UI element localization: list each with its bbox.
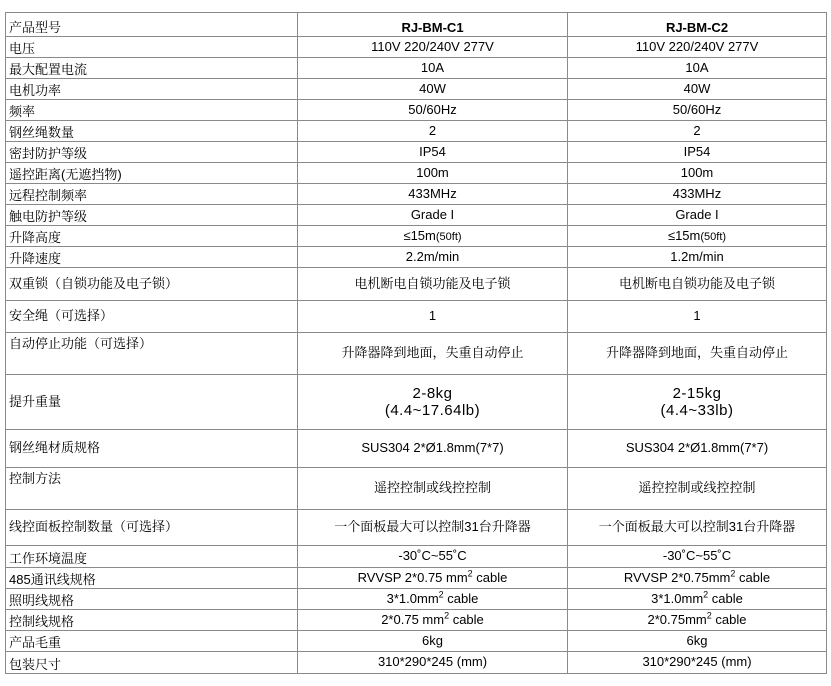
remote-range-value-1: 100m <box>298 163 568 184</box>
row-label-lift-speed: 升降速度 <box>6 247 298 268</box>
table-row <box>6 510 827 546</box>
model-1-heading: RJ-BM-C1 <box>298 13 568 37</box>
superscript-2: 2 <box>438 589 444 600</box>
superscript-2: 2 <box>706 610 712 621</box>
table-row <box>6 375 827 430</box>
gross-weight-value-1: 6kg <box>298 631 568 652</box>
row-label-control-cable: 控制线规格 <box>6 610 298 631</box>
light-cable-value-1 <box>298 589 568 610</box>
table-row <box>6 184 827 205</box>
max-current-value-2: 10A <box>568 58 827 79</box>
row-label-lift-height: 升降高度 <box>6 226 298 247</box>
lift-weight-range-2: 2-15kg <box>672 384 722 402</box>
lift-weight-lb-1: (4.4~17.64lb) <box>384 402 481 419</box>
table-row <box>6 468 827 510</box>
row-label-motor-power: 电机功率 <box>6 79 298 100</box>
cable-485-suffix-1: cable <box>472 569 508 585</box>
control-cable-value-2 <box>568 610 827 631</box>
double-lock-value-2: 电机断电自锁功能及电子锁 <box>568 268 827 301</box>
shock-grade-value-1: Grade I <box>298 205 568 226</box>
lift-weight-value-1 <box>298 375 568 430</box>
package-size-value-2: 310*290*245 (mm) <box>568 652 827 674</box>
row-label-remote-range: 遥控距离(无遮挡物) <box>6 163 298 184</box>
header-row <box>6 13 827 37</box>
motor-power-value-2: 40W <box>568 79 827 100</box>
lift-weight-range-1: 2-8kg <box>412 384 453 402</box>
cable-485-value-1 <box>298 568 568 589</box>
rope-count-value-1: 2 <box>298 121 568 142</box>
remote-frequency-value-1: 433MHz <box>298 184 568 205</box>
table-row <box>6 142 827 163</box>
superscript-2: 2 <box>730 568 736 579</box>
remote-frequency-value-2: 433MHz <box>568 184 827 205</box>
row-label-panel-count: 线控面板控制数量（可选择） <box>6 510 298 546</box>
rope-spec-value-2: SUS304 2*Ø1.8mm(7*7) <box>568 430 827 468</box>
rope-count-value-2: 2 <box>568 121 827 142</box>
row-label-shock-grade: 触电防护等级 <box>6 205 298 226</box>
control-cable-suffix-1: cable <box>449 611 484 627</box>
lift-weight-lb-2: (4.4~33lb) <box>660 402 734 419</box>
motor-power-value-1: 40W <box>298 79 568 100</box>
lift-height-value-2 <box>568 226 827 247</box>
row-label-auto-stop: 自动停止功能（可选择） <box>6 333 298 375</box>
table-row <box>6 226 827 247</box>
row-label-remote-frequency: 远程控制频率 <box>6 184 298 205</box>
table-row <box>6 430 827 468</box>
table-row <box>6 301 827 333</box>
table-row <box>6 268 827 301</box>
light-cable-size-1: 3*1.0mm <box>386 590 439 606</box>
cable-485-size-2: RVVSP 2*0.75mm <box>623 569 731 585</box>
table-row <box>6 37 827 58</box>
row-label-safety-rope: 安全绳（可选择） <box>6 301 298 333</box>
light-cable-size-2: 3*1.0mm <box>651 590 704 606</box>
env-temp-value-2: -30˚C~55˚C <box>568 546 827 568</box>
remote-range-value-2: 100m <box>568 163 827 184</box>
max-current-value-1: 10A <box>298 58 568 79</box>
light-cable-suffix-1: cable <box>443 590 479 606</box>
panel-count-value-2: 一个面板最大可以控制31台升降器 <box>568 510 827 546</box>
double-lock-value-1: 电机断电自锁功能及电子锁 <box>298 268 568 301</box>
row-label-control: 控制方法 <box>6 468 298 510</box>
safety-rope-value-1: 1 <box>298 301 568 333</box>
superscript-2: 2 <box>444 610 450 621</box>
table-row <box>6 568 827 589</box>
lift-height-ft-2: (50ft) <box>700 230 727 243</box>
lift-speed-value-2: 1.2m/min <box>568 247 827 268</box>
table-row <box>6 163 827 184</box>
table-row <box>6 247 827 268</box>
table-row <box>6 58 827 79</box>
spec-table <box>5 12 827 674</box>
control-cable-suffix-2: cable <box>711 611 747 627</box>
auto-stop-value-2: 升降器降到地面，失重自动停止 <box>568 333 827 375</box>
table-row <box>6 333 827 375</box>
table-row <box>6 205 827 226</box>
row-label-env-temp: 工作环境温度 <box>6 546 298 568</box>
row-label-ip-rating: 密封防护等级 <box>6 142 298 163</box>
rope-spec-value-1: SUS304 2*Ø1.8mm(7*7) <box>298 430 568 468</box>
control-cable-size-1: 2*0.75 mm <box>381 611 445 627</box>
row-label-max-current: 最大配置电流 <box>6 58 298 79</box>
gross-weight-value-2: 6kg <box>568 631 827 652</box>
row-label-lift-weight: 提升重量 <box>6 375 298 430</box>
ip-rating-value-1: IP54 <box>298 142 568 163</box>
table-row <box>6 546 827 568</box>
lift-height-main-1: ≤15m <box>403 227 436 243</box>
row-label-cable-485: 485通讯线规格 <box>6 568 298 589</box>
package-size-value-1: 310*290*245 (mm) <box>298 652 568 674</box>
lift-speed-value-1: 2.2m/min <box>298 247 568 268</box>
table-row <box>6 100 827 121</box>
row-label-rope-count: 钢丝绳数量 <box>6 121 298 142</box>
model-2-heading: RJ-BM-C2 <box>568 13 827 37</box>
table-row <box>6 121 827 142</box>
control-value-2: 遥控控制或线控控制 <box>568 468 827 510</box>
row-label-rope-spec: 钢丝绳材质规格 <box>6 430 298 468</box>
light-cable-value-2 <box>568 589 827 610</box>
ip-rating-value-2: IP54 <box>568 142 827 163</box>
table-row <box>6 79 827 100</box>
table-row <box>6 589 827 610</box>
env-temp-value-1: -30˚C~55˚C <box>298 546 568 568</box>
lift-weight-value-2 <box>568 375 827 430</box>
row-label-double-lock: 双重锁（自锁功能及电子锁） <box>6 268 298 301</box>
row-label-voltage: 电压 <box>6 37 298 58</box>
row-label-gross-weight: 产品毛重 <box>6 631 298 652</box>
control-cable-value-1 <box>298 610 568 631</box>
frequency-value-1: 50/60Hz <box>298 100 568 121</box>
lift-height-main-2: ≤15m <box>667 227 701 243</box>
header-label: 产品型号 <box>6 13 298 37</box>
table-row <box>6 631 827 652</box>
voltage-value-1: 110V 220/240V 277V <box>298 37 568 58</box>
light-cable-suffix-2: cable <box>708 590 743 606</box>
row-label-frequency: 频率 <box>6 100 298 121</box>
table-row <box>6 652 827 674</box>
shock-grade-value-2: Grade I <box>568 205 827 226</box>
superscript-2: 2 <box>703 589 709 600</box>
auto-stop-value-1: 升降器降到地面，失重自动停止 <box>298 333 568 375</box>
control-cable-size-2: 2*0.75mm <box>647 611 707 627</box>
safety-rope-value-2: 1 <box>568 301 827 333</box>
frequency-value-2: 50/60Hz <box>568 100 827 121</box>
control-value-1: 遥控控制或线控控制 <box>298 468 568 510</box>
superscript-2: 2 <box>467 568 473 579</box>
cable-485-size-1: RVVSP 2*0.75 mm <box>357 569 468 585</box>
voltage-value-2: 110V 220/240V 277V <box>568 37 827 58</box>
lift-height-ft-1: (50ft) <box>435 230 462 243</box>
table-row <box>6 610 827 631</box>
cable-485-suffix-2: cable <box>735 569 771 585</box>
panel-count-value-1: 一个面板最大可以控制31台升降器 <box>298 510 568 546</box>
row-label-package-size: 包装尺寸 <box>6 652 298 674</box>
row-label-light-cable: 照明线规格 <box>6 589 298 610</box>
lift-height-value-1 <box>298 226 568 247</box>
cable-485-value-2 <box>568 568 827 589</box>
